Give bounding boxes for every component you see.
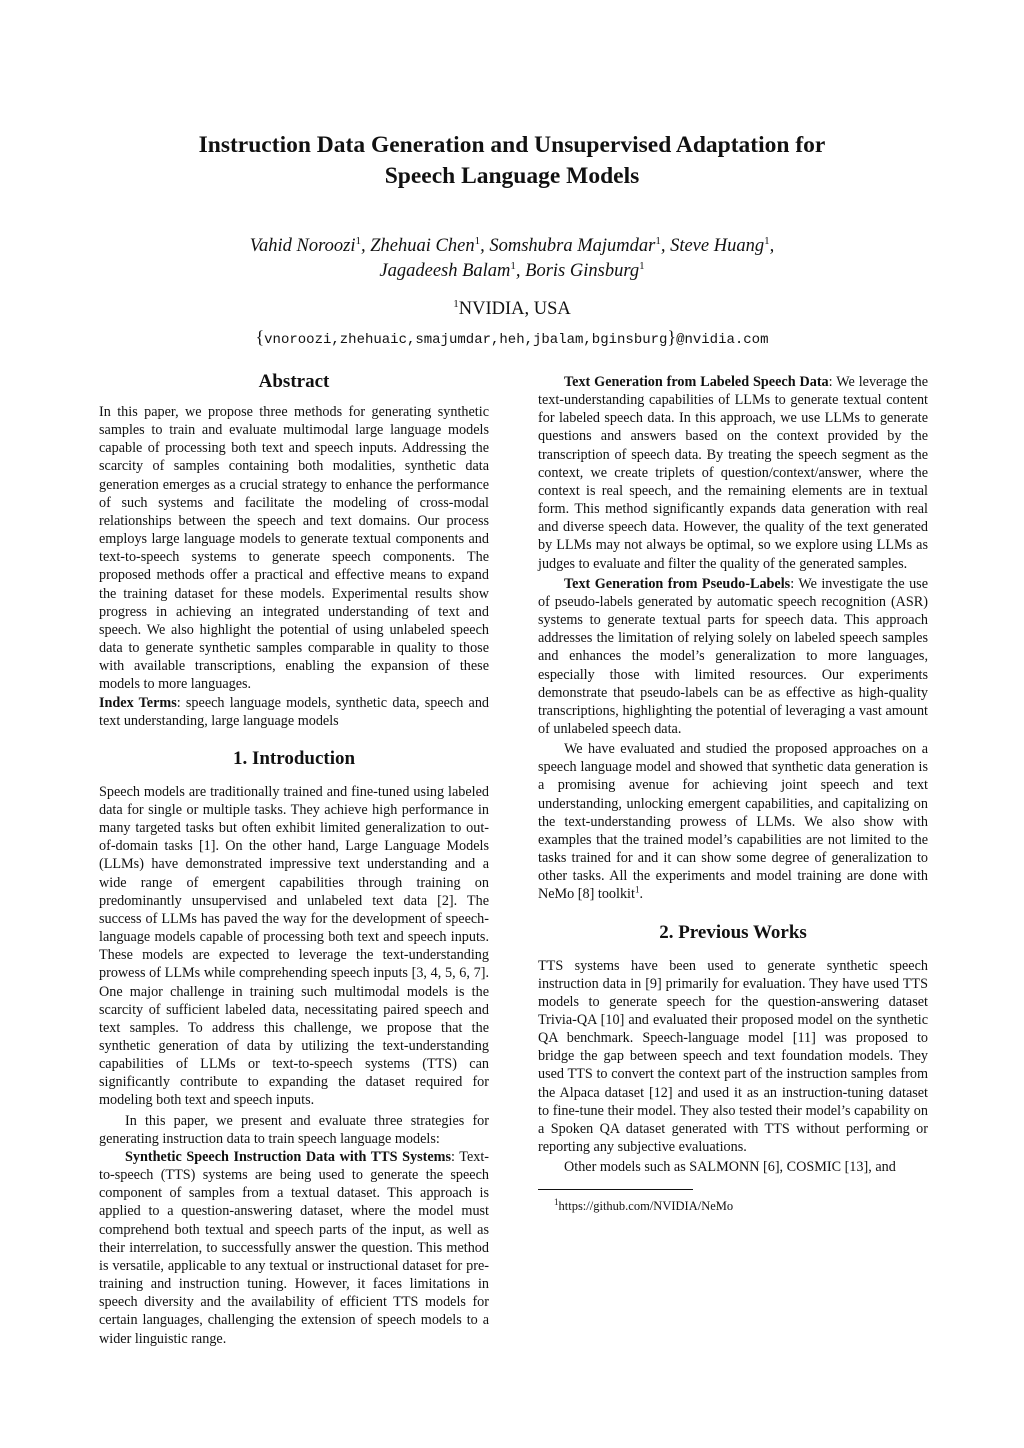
author-name: Steve Huang bbox=[670, 236, 765, 256]
title-line-2: Speech Language Models bbox=[384, 163, 640, 189]
affiliation-number: 1 bbox=[453, 297, 459, 310]
author-list bbox=[0, 234, 1024, 284]
paper-title bbox=[0, 130, 1024, 192]
email-list: vnoroozi,zhehuaic,smajumdar,heh,jbalam,bginsburg bbox=[264, 332, 668, 348]
affiliation-text: NVIDIA, USA bbox=[458, 299, 571, 319]
index-terms-label: Index Terms bbox=[99, 694, 177, 711]
index-terms bbox=[99, 694, 489, 730]
author-affiliation-mark: 1 bbox=[510, 259, 516, 272]
author-affiliation-mark: 1 bbox=[764, 234, 770, 247]
index-terms-text: : speech language models, synthetic data, speech and text understanding, large language models bbox=[99, 694, 490, 729]
author-line-1: Vahid Noroozi$^1$, Zhehuai Chen$^1$, Somshubra Majumdar$^1$, Steve Huang$^1$, bbox=[249, 234, 775, 256]
affiliation bbox=[0, 297, 1024, 321]
strategy-tts-label: Synthetic Speech Instruction Data with TTS Systems bbox=[125, 1148, 451, 1165]
strategy-labeled-text: : We leverage the text-understanding capabilities of LLMs to generate textual content for labeled speech data. In this approach, we use LLMs to generate questions and answers based on the context provided by the transcription of speech data. By treating the speech segment as the context, we create triplets of question/context/answer, where the context is real speech, and the remaining elements are in textual form. This method significantly expands data generation with real and diverse speech data. However, the quality of the text generated by LLMs may not always be optimal, so we explore using LLMs as judges to evaluate and filter the quality of the generated samples. bbox=[538, 374, 928, 572]
author-affiliation-mark: 1 bbox=[474, 234, 481, 247]
email-brace-close: } bbox=[667, 327, 677, 347]
strategy-tts-text: : Text-to-speech (TTS) systems are being used to generate the speech component of samples from a textual dataset. This approach is applied to a question-answering dataset, where the model must comprehend both textual and speech parts of the input, as well as their interrelation, to successfully answer the question. This method is versatile, applicable to any textual or instructional dataset for pre-training and instruction tuning. However, it faces limitations in speech diversity and the availability of efficient TTS models for certain languages, challenging the extension of speech models to a wider linguistic range. bbox=[99, 1148, 489, 1347]
author-name: Jagadeesh Balam bbox=[379, 261, 511, 281]
intro-p6-text: We have evaluated and studied the proposed approaches on a speech language model and showed that synthetic data generation is a promising avenue for achieving joint speech and text understanding, unlocking emergent capabilities, and capitalizing on the text-understanding prowess of LLMs. We also show with examples that the trained model’s capabilities are not limited to the tasks trained for and it can show some degree of generalization to other tasks. All the experiments and model training are done with NeMo [8] toolkit bbox=[538, 741, 928, 903]
author-affiliation-mark: 1 bbox=[355, 234, 361, 247]
author-name: Somshubra Majumdar bbox=[489, 236, 656, 256]
intro-paragraph-3 bbox=[99, 1148, 489, 1348]
intro-paragraph-4 bbox=[538, 373, 928, 573]
intro-paragraph-1: Speech models are traditionally trained and fine-tuned using labeled data for single or multiple tasks. They achieve high performance in many targeted tasks but often exhibit limited generalization to out-of-domain tasks [1]. On the other hand, Large Language Models (LLMs) have demonstrated impressive text understanding and a wide range of emergent capabilities through training on predominantly unsupervised and unlabeled text data [2]. The success of LLMs has paved the way for the development of speech-language models capable of processing both text and speech inputs. These models are expected to leverage the text-understanding prowess of LLMs while comprehending speech inputs [3, 4, 5, 6, 7]. One major challenge in training such multimodal models is the scarcity of sufficient labeled data, necessitating paired speech and text samples. To address this challenge, we propose that the synthetic generation of data by utilizing the text-understanding capabilities of LLMs or text-to-speech systems (TTS) can significantly contribute to expanding the dataset required for modeling both text and speech inputs. bbox=[99, 783, 489, 1109]
intro-paragraph-6 bbox=[538, 740, 928, 903]
left-column bbox=[99, 370, 489, 1348]
author-name: Boris Ginsburg bbox=[525, 261, 640, 281]
title-line-1: Instruction Data Generation and Unsupervised Adaptation for bbox=[198, 132, 826, 158]
strategy-pseudo-label: Text Generation from Pseudo-Labels bbox=[564, 575, 791, 592]
right-column bbox=[538, 373, 928, 1215]
author-emails bbox=[0, 326, 1024, 351]
abstract-text: In this paper, we propose three methods for generating synthetic samples to train and evaluate multimodal large language models capable of processing both text and speech inputs. Addressing the scarcity of samples containing both modalities, synthetic data generation emerges as a crucial strategy to enhance the performance of such systems and facilitate the modeling of cross-modal relationships between the speech and text domains. Our process employs large language models to generate textual components and text-to-speech systems to generate speech components. The proposed methods offer a practical and effective means to expand the training dataset for these models. Experimental results show progress in achieving an integrated understanding of text and speech. We also highlight the potential of using unlabeled speech data to generate synthetic samples comparable in quality to those with available transcriptions, enabling the expansion of these models to more languages. bbox=[99, 404, 489, 693]
author-affiliation-mark: 1 bbox=[655, 234, 661, 247]
previous-works-heading: 2. Previous Works bbox=[659, 921, 807, 943]
footnote bbox=[538, 1194, 928, 1214]
introduction-heading: 1. Introduction bbox=[232, 747, 356, 769]
previous-paragraph-2: Other models such as SALMONN [6], COSMIC [13], and bbox=[564, 1159, 896, 1176]
email-brace-open: { bbox=[255, 327, 265, 347]
author-name: Zhehuai Chen bbox=[370, 236, 475, 256]
strategy-pseudo-text: : We investigate the use of pseudo-labels generated by automatic speech recognition (ASR) systems to generate textual parts for speech data. This approach addresses the limitation of relying solely on labeled speech samples and enhances the model’s generalization to more languages, especially those with limited resources. Our experiments demonstrate that pseudo-labels can be as effective as high-quality transcriptions, highlighting the potential of leveraging a vast amount of unlabeled speech data. bbox=[538, 575, 928, 737]
intro-p6-end: . bbox=[639, 886, 643, 903]
footnote-marker: 1 bbox=[634, 884, 640, 895]
abstract-heading: Abstract bbox=[258, 371, 330, 392]
footnote-rule bbox=[538, 1189, 693, 1190]
intro-paragraph-2: In this paper, we present and evaluate three strategies for generating instruction data to train speech language models: bbox=[99, 1112, 489, 1147]
strategy-labeled-label: Text Generation from Labeled Speech Data bbox=[564, 374, 829, 390]
previous-paragraph-1: TTS systems have been used to generate synthetic speech instruction data in [9] primarily for evaluation. They have used TTS models to generate speech for the question-answering dataset Trivia-QA [10] and evaluated their proposed model on the synthetic QA benchmark. Speech-language model [11] was proposed to bridge the gap between speech and text foundation models. They used TTS to convert the context part of the instruction samples from the Alpaca dataset [12] and used it as an instruction-tuning dataset to fine-tune their model. They also tested their model’s capability on a Spoken QA dataset generated with TTS without performing or reporting any subjective evaluations. bbox=[538, 957, 928, 1156]
author-name: Vahid Noroozi bbox=[249, 236, 356, 256]
footnote-url: https://github.com/NVIDIA/NeMo bbox=[558, 1199, 734, 1214]
author-line-2: Jagadeesh Balam$^1$, Boris Ginsburg$^1$ bbox=[379, 259, 645, 281]
footnote-number: 1 bbox=[554, 1197, 559, 1208]
email-domain: @nvidia.com bbox=[676, 332, 769, 348]
author-affiliation-mark: 1 bbox=[639, 259, 645, 272]
intro-paragraph-5 bbox=[538, 575, 928, 738]
